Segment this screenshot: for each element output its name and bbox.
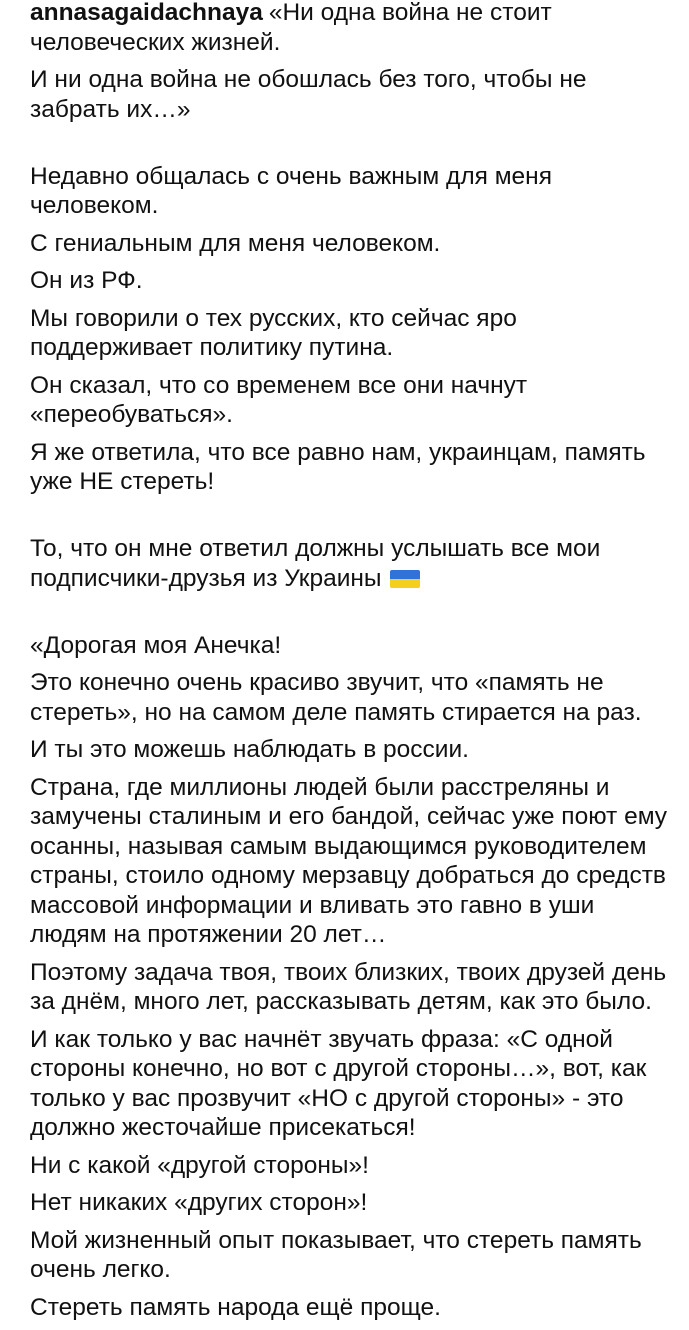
caption-line: Страна, где миллионы людей были расстреляны и замучены сталиным и его бандой, сейчас уже поют ему осанны, называя самым выдающимся руководителем страны, стоило одному мерзавцу добраться до средств массовой информации и вливать это гавно в уши людям на протяжении 20 лет… (30, 773, 668, 948)
paragraph-gap (30, 132, 670, 162)
author-username[interactable]: annasagaidachnaya (30, 0, 263, 26)
caption-line: Недавно общалась с очень важным для меня человеком. (30, 162, 552, 219)
paragraph-gap (30, 505, 670, 535)
caption-line: Нет никаких «других сторон»! (30, 1189, 368, 1216)
caption-line: Это конечно очень красиво звучит, что «память не стереть», но на самом деле память стирается на раз. (30, 669, 642, 726)
caption-intro-line-1 (30, 0, 670, 57)
caption-intro-line-2: И ни одна война не обошлась без того, чтобы не забрать их…» (30, 66, 587, 123)
caption-line: Мой жизненный опыт показывает, что стереть память очень легко. (30, 1226, 642, 1283)
caption-line: С гениальным для меня человеком. (30, 229, 441, 257)
caption-line: Стереть память народа ещё проще. (30, 1293, 441, 1321)
caption-line: И ты это можешь наблюдать в россии. (30, 736, 469, 763)
caption-line: Поэтому задача твоя, твоих близких, твоих друзей день за днём, много лет, рассказывать детям, как это было. (30, 958, 667, 1015)
caption-line: Я же ответила, что все равно нам, украинцам, память уже НЕ стереть! (30, 438, 646, 495)
caption-line: И как только у вас начнёт звучать фраза: «С одной стороны конечно, но вот с другой стороны…», вот, как только у вас прозвучит «НО с другой стороны» - это должно жесточайше присекаться! (30, 1025, 647, 1141)
caption-line: Он сказал, что со временем все они начнут «переобуваться». (30, 371, 528, 428)
paragraph-gap (30, 601, 670, 631)
caption-text: То, что он мне ответил должны услышать все мои подписчики-друзья из Украины (30, 535, 601, 592)
caption-line-with-flag (30, 534, 670, 593)
caption-line: Ни с какой «другой стороны»! (30, 1151, 369, 1179)
caption-line: «Дорогая моя Анечка! (30, 631, 282, 659)
caption-text: «Ни одна война не стоит человеческих жизней. (30, 0, 552, 56)
ukraine-flag-icon (390, 570, 420, 588)
caption-line: Он из РФ. (30, 267, 143, 294)
post-caption (30, 0, 670, 1330)
caption-line: Мы говорили о тех русских, кто сейчас яро поддерживает политику путина. (30, 304, 517, 361)
